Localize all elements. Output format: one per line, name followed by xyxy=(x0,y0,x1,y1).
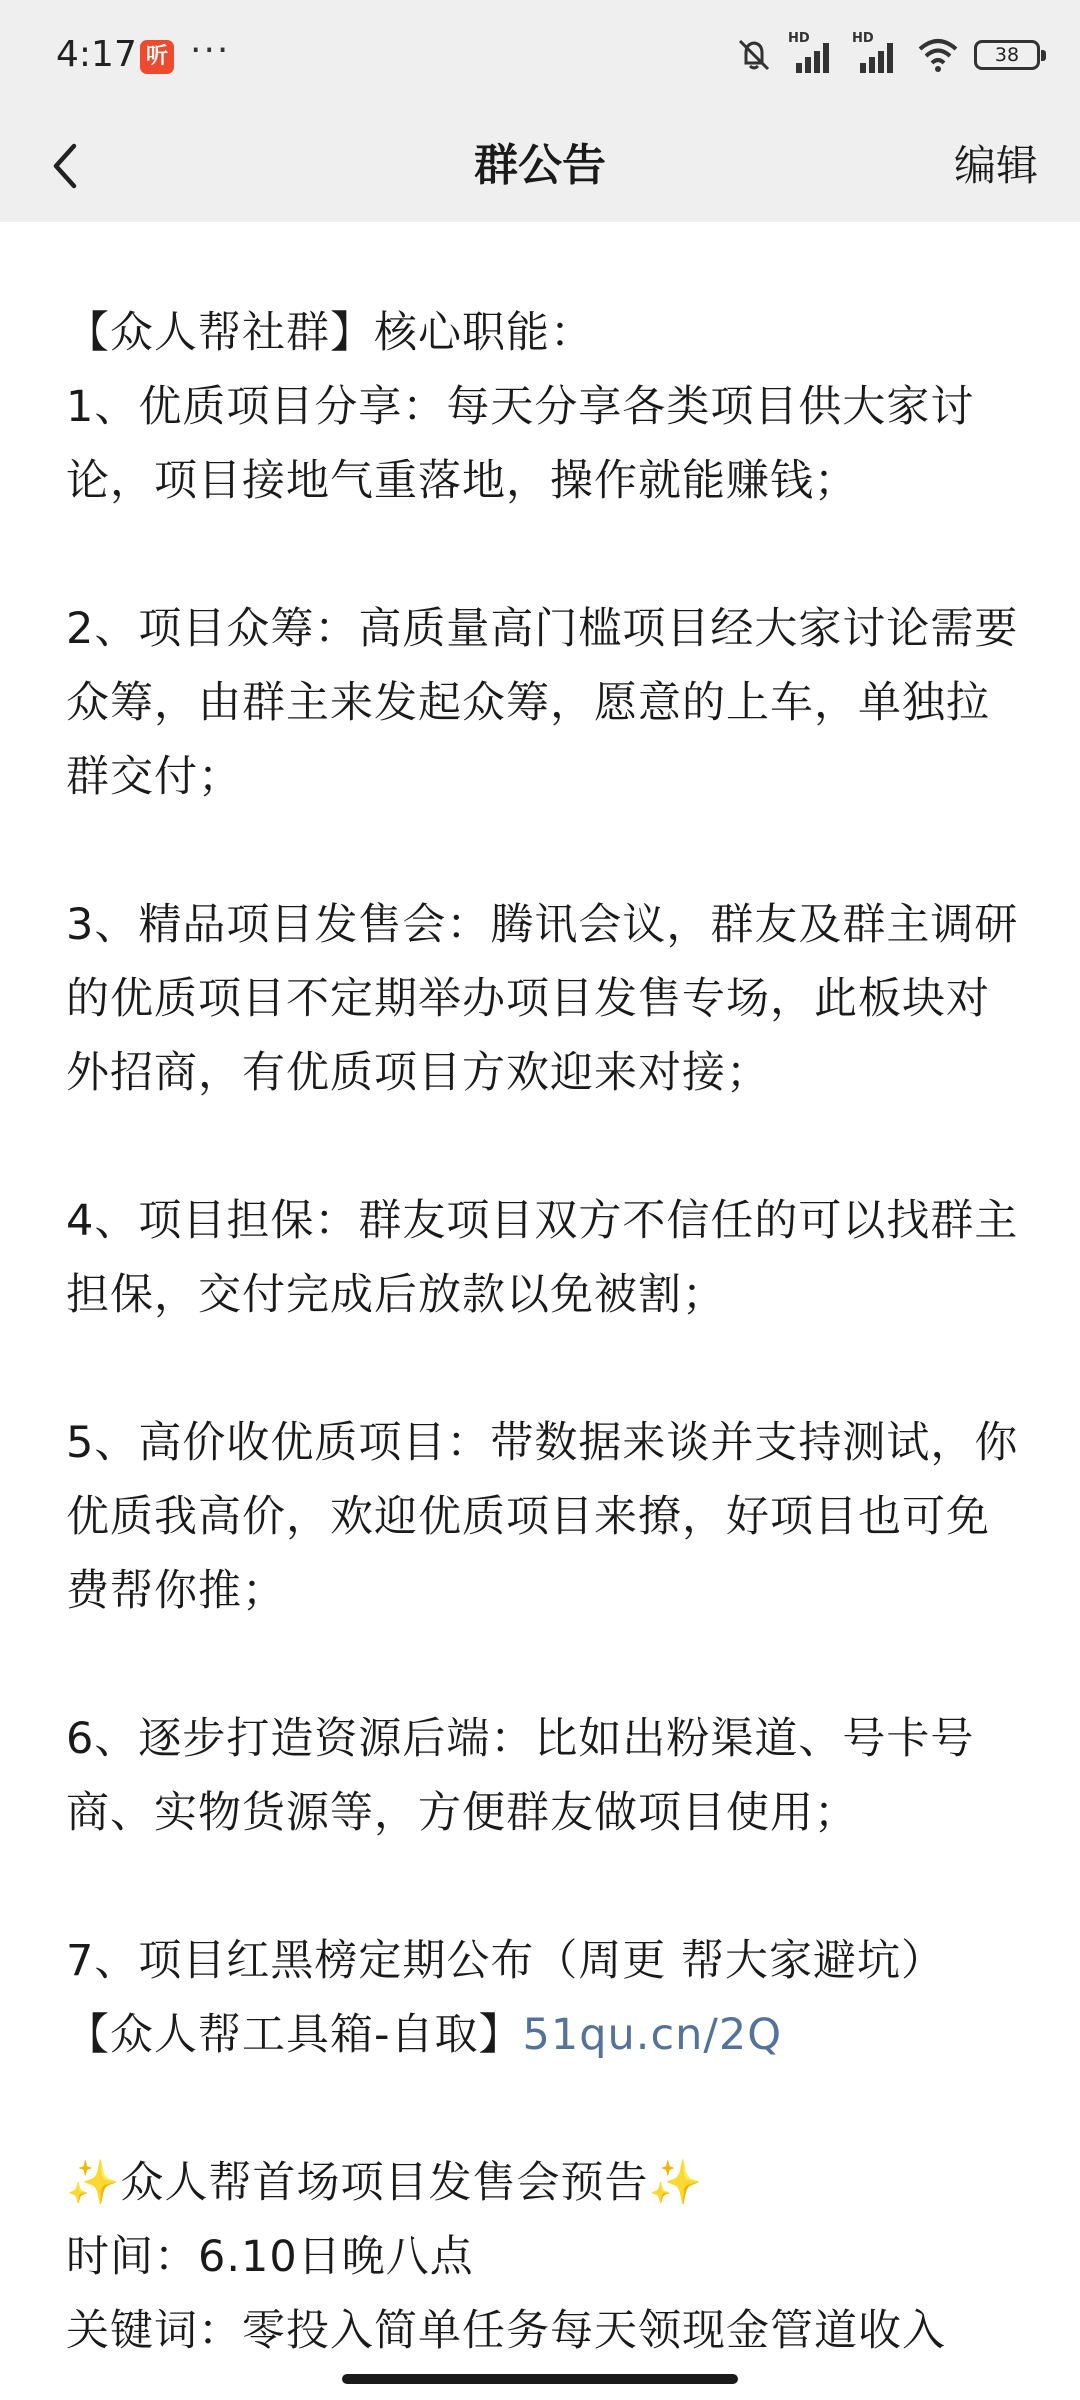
event-time: 时间：6.10日晚八点 xyxy=(66,2232,474,2282)
announcement-item-1: 1、优质项目分享：每天分享各类项目供大家讨论，项目接地气重落地，操作就能赚钱； xyxy=(66,382,975,506)
signal-1-icon xyxy=(788,31,838,75)
toolbox-line xyxy=(66,1998,1026,2072)
paragraph-gap xyxy=(66,518,1026,592)
edit-button[interactable]: 编辑 xyxy=(954,110,1038,222)
event-keywords: 关键词：零投入简单任务每天领现金管道收入 xyxy=(66,2306,946,2356)
more-notifications-icon: ··· xyxy=(190,30,231,71)
announcement-item-6: 6、逐步打造资源后端：比如出粉渠道、号卡号商、实物货源等，方便群友做项目使用； xyxy=(66,1714,975,1838)
toolbox-label: 【众人帮工具箱-自取】 xyxy=(66,2010,523,2060)
announcement-item-5: 5、高价收优质项目：带数据来谈并支持测试，你优质我高价，欢迎优质项目来撩，好项目也可免费帮你推； xyxy=(66,1418,1019,1616)
paragraph-gap xyxy=(66,1850,1026,1924)
event-title: ✨众人帮首场项目发售会预告✨ xyxy=(66,2158,704,2208)
status-indicators xyxy=(734,30,1040,80)
app-notification-icon: 听 xyxy=(140,40,174,74)
toolbox-link[interactable]: 51qu.cn/2Q xyxy=(522,2010,783,2060)
announcement-item-3: 3、精品项目发售会：腾讯会议，群友及群主调研的优质项目不定期举办项目发售专场，此板块对外招商，有优质项目方欢迎来对接； xyxy=(66,900,1019,1098)
announcement-item-7: 7、项目红黑榜定期公布（周更 帮大家避坑） xyxy=(66,1936,946,1986)
home-indicator[interactable] xyxy=(342,2374,738,2384)
mute-icon xyxy=(734,35,774,75)
hd-label-2: HD xyxy=(852,31,874,46)
announcement-item-4: 4、项目担保：群友项目双方不信任的可以找群主担保，交付完成后放款以免被割； xyxy=(66,1196,1019,1320)
hd-label-1: HD xyxy=(788,31,810,46)
wifi-icon xyxy=(916,35,960,75)
nav-header xyxy=(0,110,1080,222)
page-title: 群公告 xyxy=(474,140,606,191)
announcement-item-2: 2、项目众筹：高质量高门槛项目经大家讨论需要众筹，由群主来发起众筹，愿意的上车，单独拉群交付； xyxy=(66,604,1019,802)
signal-2-icon xyxy=(852,31,902,75)
paragraph-gap xyxy=(66,2072,1026,2146)
announcement-content xyxy=(66,296,1026,2368)
back-button[interactable] xyxy=(28,128,104,204)
status-time: 4:17 xyxy=(56,34,137,75)
chevron-left-icon xyxy=(46,140,86,192)
paragraph-gap xyxy=(66,1110,1026,1184)
paragraph-gap xyxy=(66,1332,1026,1406)
announcement-intro: 【众人帮社群】核心职能： xyxy=(66,308,594,358)
status-bar xyxy=(0,0,1080,110)
battery-icon: 38 xyxy=(974,40,1040,70)
paragraph-gap xyxy=(66,814,1026,888)
paragraph-gap xyxy=(66,1628,1026,1702)
